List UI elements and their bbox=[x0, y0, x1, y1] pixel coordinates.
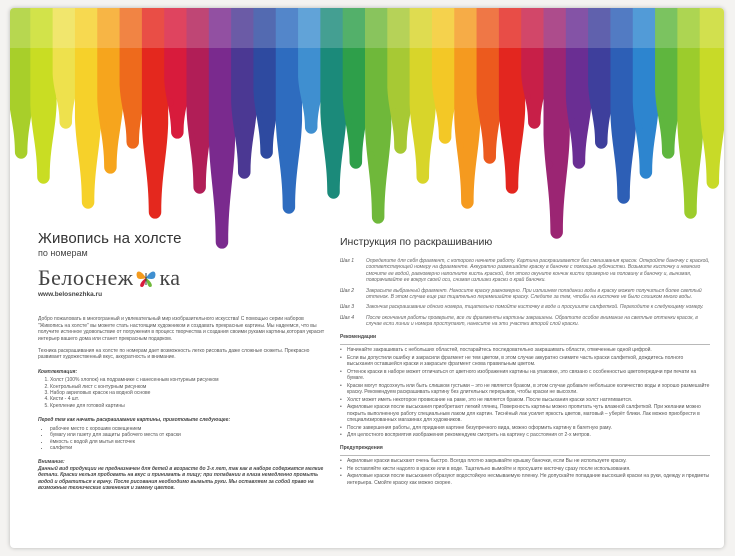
paint-droplet bbox=[435, 102, 441, 110]
list-item: • Начинайте закрашивать с небольших областей, постарайтесь последовательно закрашивать области, отмеченные одной цифрой. bbox=[340, 347, 710, 353]
product-title: Живопись на холсте bbox=[38, 230, 182, 247]
list-item: • Холст может иметь некоторое провисание на раме, это не является браком. После высыхания краски холст натягивается. bbox=[340, 397, 710, 403]
attention-heading: Внимание: bbox=[38, 459, 65, 466]
instruction-sheet bbox=[10, 8, 724, 548]
paint-droplet bbox=[257, 111, 263, 119]
paint-droplet bbox=[391, 108, 397, 116]
divider bbox=[340, 344, 710, 345]
brand-text-part2: ка bbox=[159, 264, 181, 290]
prep-heading: Перед тем как начать раскрашивание картины, приготовьте следующее: bbox=[38, 417, 231, 424]
step-text: Закрасьте выбранный фрагмент. Наносите краску равномерно. При излишнем попадании воды в краску может получиться более светлый оттенок. В этом случае еще раз тщательно перемешайте краску. Следите за тем, чтобы на кисточке не было слишком много воды. bbox=[366, 287, 702, 301]
list-item: • рабочее место с хорошим освещением bbox=[50, 426, 330, 432]
step-label: Шаг 3 bbox=[340, 304, 355, 311]
brand-logo bbox=[38, 265, 330, 291]
technique-paragraph: Техника раскрашивания на холсте по номерам дает возможность легко рисовать даже сложные сюжеты. Прекрасно развивает художественный вкус, аккуратность и внимание. bbox=[38, 348, 310, 361]
list-item: 4. Кисти - 4 шт. bbox=[50, 396, 330, 402]
divider bbox=[340, 455, 710, 456]
paint-droplet bbox=[301, 96, 307, 104]
website-url: www.belosnezhka.ru bbox=[38, 291, 103, 298]
list-item: 1. Холст (100% хлопок) на подрамнике с нанесенным контурным рисунком bbox=[50, 377, 330, 383]
paint-droplet bbox=[502, 133, 508, 141]
paint-droplet bbox=[614, 139, 620, 147]
step-row bbox=[340, 304, 710, 310]
paint-droplet bbox=[368, 151, 374, 159]
step-label: Шаг 4 bbox=[340, 314, 355, 321]
list-item: 2. Контрольный лист с контурным рисунком bbox=[50, 384, 330, 390]
paint-droplet bbox=[234, 123, 240, 131]
recommendations-list bbox=[340, 347, 710, 439]
paint-droplet bbox=[123, 105, 129, 113]
brand-text-part1: Белоснеж bbox=[38, 264, 134, 290]
prep-list bbox=[38, 426, 330, 452]
step-text: Определите для себя фрагмент, с которого начнете работу. Картина раскрашивается без смешивания красок. Откройте баночку с краской, соответствующей номеру на фрагменте. Аккуратно размешайте краску в баночке с помощью зубочистки. Возьмите кисточку и немного смочите ее водой, равномерно наполните кисть краской, для этого окуните кончик кисти примерно на половину в баночку и, вынимая, поворачивайте ее вокруг своей оси, снимая излишки краски о край баночки. bbox=[366, 258, 710, 284]
paint-droplet bbox=[547, 161, 553, 169]
list-item: • Акриловые краски высыхают очень быстро. Всегда плотно закрывайте крышку баночки, если Вы не используете краску. bbox=[340, 458, 710, 464]
intro-paragraph: Добро пожаловать в многогранный и увлекательный мир изобразительного искусства! С помощью серии наборов "Живопись на холсте" вы можете стать настоящим художником и создавать прекрасные картины. Мы надеемся, что вы получите истинное удовольствие от погружения в процесс творчества и создания своими руками картины,которая украсит интерьер вашего дома или станет прекрасным подарком. bbox=[38, 316, 325, 342]
paint-droplet bbox=[78, 142, 84, 150]
kit-list bbox=[38, 377, 330, 409]
list-item: • Оттенок краски в наборе может отличаться от цветного изображения картины на упаковке, это связано с особенностью цветопередачи при печати на бумаге. bbox=[340, 369, 710, 382]
step-row bbox=[340, 288, 710, 301]
list-item: • После завершения работы, для придания картине безупречного вида, можно оформить картину в багетную раму. bbox=[340, 425, 710, 431]
list-item: • ёмкость с водой для мытья кисточек bbox=[50, 439, 330, 445]
kit-heading: Комплектация: bbox=[38, 368, 78, 375]
warnings-list bbox=[340, 458, 710, 486]
list-item: 5. Крепление для готовой картины bbox=[50, 403, 330, 409]
paint-droplet bbox=[56, 92, 62, 100]
left-column bbox=[38, 230, 330, 491]
list-item: • бумагу или газету для защиты рабочего места от краски bbox=[50, 432, 330, 438]
list-item: • Акриловые краски после высыхания приобретают легкий глянец. Поверхность картины можно пропитать чуть влажной салфеткой. При желании можно покрыть выполненную работу специальным лаком для картин. Тиснёный лак усилит яркость цветов, матовый – уберёт блики. Лак можно приобрести в специализированных магазинах для художников. bbox=[340, 404, 710, 423]
paint-droplet bbox=[34, 127, 40, 135]
paint-droplet bbox=[658, 111, 664, 119]
list-item: • салфетки bbox=[50, 445, 330, 451]
paint-droplet bbox=[11, 111, 17, 119]
paint-droplet bbox=[212, 167, 218, 175]
paint-droplet bbox=[458, 142, 464, 150]
list-item: • Для целостного восприятия изображения рекомендуем смотреть на картину с расстояния от 2-х метров. bbox=[340, 432, 710, 438]
recommendations-heading: Рекомендации bbox=[340, 333, 377, 340]
paint-droplet bbox=[190, 133, 196, 141]
attention-text: Данный вид продукции не предназначен для детей в возрасте до 3-х лет, так как в наборе содержатся мелкие детали. Краски нельзя пробовать на вкус и принимать в пищу; при попадании в глаза немедленно промыть водой и обратиться к врачу. После рисования необходимо вымыть руки. Мы оставляем за собой право на возможные технические изменения и замену цветов. bbox=[38, 465, 324, 491]
list-item: • Если вы допустили ошибку и закрасили фрагмент не тем цветом, в этом случае аккуратно снимите часть краски салфеткой, дождитесь полного высыхания оставшейся краски и закрасьте фрагмент снова правильным цветом. bbox=[340, 355, 710, 368]
paint-droplet bbox=[413, 127, 419, 135]
step-row bbox=[340, 315, 710, 328]
step-label: Шаг 2 bbox=[340, 287, 355, 294]
step-row bbox=[340, 258, 710, 284]
list-item: • Краски могут подсохнуть или быть слишком густыми – это не является браком, в этом случае добавьте небольшое количество воды и хорошо размешайте краску. Рекомендуем раскрашивать картину без длительных перерывов, чтобы краски не высохли. bbox=[340, 383, 710, 396]
instructions-title: Инструкция по раскрашиванию bbox=[340, 236, 493, 248]
step-label: Шаг 1 bbox=[340, 258, 355, 264]
paint-droplet bbox=[569, 117, 575, 125]
paint-droplet bbox=[525, 92, 531, 100]
warnings-heading: Предупреждения bbox=[340, 444, 383, 451]
paint-droplet bbox=[636, 123, 642, 131]
step-text: Закончив раскрашивание одного номера, тщательно помойте кисточку в воде и просушите салфеткой. Переходите к следующему номеру. bbox=[366, 304, 704, 311]
list-item: 3. Набор акриловых красок на водной основе bbox=[50, 390, 330, 396]
paint-droplet bbox=[324, 136, 330, 144]
paint-droplet bbox=[480, 114, 486, 122]
step-text: После окончания работы проверьте, все ли фрагменты картины закрашены. Обратите особое внимание на светлые оттенки красок, в случае если линии и номера проступают, нанесите на эти участки второй слой краски. bbox=[366, 314, 698, 328]
butterfly-icon bbox=[134, 266, 158, 290]
paint-droplet bbox=[591, 105, 597, 113]
list-item: • Не оставляйте кисти надолго в краске или в воде. Тщательно вымойте и просушите кисточку сразу после использования. bbox=[340, 466, 710, 472]
paint-droplet bbox=[101, 120, 107, 128]
paint-droplet bbox=[681, 148, 687, 156]
list-item: • Акриловые краски после высыхания образуют водостойкую несмываемую пленку. Не допускайте попадание высохшей краски на руки, одежду и предметы интерьера. Смойте краску как можно скорее. bbox=[340, 473, 710, 486]
steps-list bbox=[340, 258, 710, 328]
right-column bbox=[340, 236, 710, 487]
paint-droplet bbox=[279, 145, 285, 153]
attention-block bbox=[38, 459, 330, 491]
paint-droplet bbox=[703, 130, 709, 138]
paint-droplet bbox=[168, 99, 174, 107]
paint-droplet bbox=[346, 117, 352, 125]
product-subtitle: по номерам bbox=[38, 248, 88, 258]
paint-droplet bbox=[145, 148, 151, 156]
